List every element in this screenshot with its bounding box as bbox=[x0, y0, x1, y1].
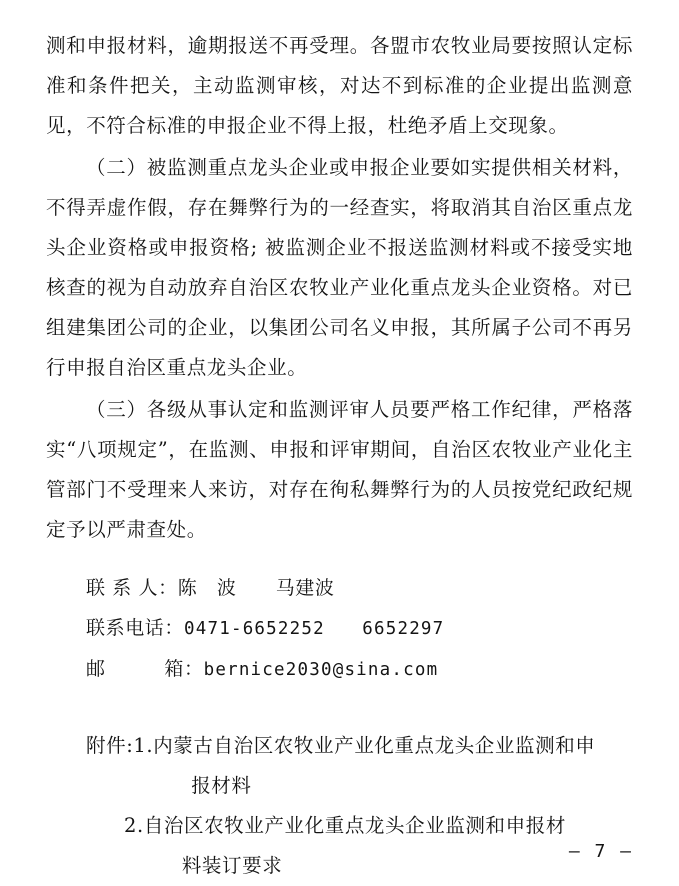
paragraph-continued: 测和申报材料，逾期报送不再受理。各盟市农牧业局要按照认定标准和条件把关，主动监测审核，对达不到标准的企业提出监测意见，不符合标准的申报企业不得上报，杜绝矛盾上交现象。 bbox=[46, 34, 633, 137]
contact-phone-label: 联系电话： bbox=[86, 617, 185, 639]
attachment-item-2-text bbox=[144, 806, 633, 886]
page-number: — 7 — bbox=[568, 841, 633, 862]
attachment-block bbox=[46, 726, 633, 886]
attachment-item-1-text bbox=[153, 726, 633, 806]
contact-email-line bbox=[46, 649, 633, 690]
attachment-label: 附件:1. bbox=[86, 734, 154, 757]
paragraph-item-2: （二）被监测重点龙头企业或申报企业要如实提供相关材料，不得弄虚作假，存在舞弊行为的一经查实，将取消其自治区重点龙头企业资格或申报资格; 被监测企业不报送监测材料或不接受实地核查的视为自动放弃自治区农牧业产业化重点龙头企业资格。对已组建集团公司的企业，以集团公司名义申报，其所属子公司不再另行申报自治区重点龙头企业。 bbox=[46, 156, 633, 379]
contact-person-label: 联 系 人： bbox=[86, 577, 178, 599]
attachment-item-2 bbox=[46, 806, 633, 886]
contact-block bbox=[46, 568, 633, 690]
attachment-item-2-line2: 料装订要求 bbox=[181, 854, 283, 877]
contact-phone-line bbox=[46, 608, 633, 649]
attachment-item-1-line1: 内蒙古自治区农牧业产业化重点龙头企业监测和申 bbox=[153, 734, 596, 757]
attachment-item-1 bbox=[46, 726, 633, 806]
paragraph-item-3: （三）各级从事认定和监测评审人员要严格工作纪律，严格落实“八项规定”，在监测、申报和评审期间，自治区农牧业产业化主管部门不受理来人来访，对存在徇私舞弊行为的人员按党纪政纪规定予以严肃查处。 bbox=[46, 398, 633, 541]
attachment-item-1-number: 1. bbox=[133, 734, 154, 757]
contact-email-value: bernice2030@sina.com bbox=[203, 660, 439, 680]
contact-person-value: 陈 波 马建波 bbox=[177, 577, 335, 599]
attachment-item-2-number: 2. bbox=[124, 814, 144, 837]
contact-person-line bbox=[46, 568, 633, 608]
attachment-item-1-line2: 报材料 bbox=[191, 774, 252, 797]
attachment-item-2-line1: 自治区农牧业产业化重点龙头企业监测和申报材 bbox=[143, 814, 566, 837]
contact-phone-value: 0471-6652252 6652297 bbox=[184, 619, 445, 639]
contact-email-label: 邮 箱： bbox=[86, 658, 204, 680]
